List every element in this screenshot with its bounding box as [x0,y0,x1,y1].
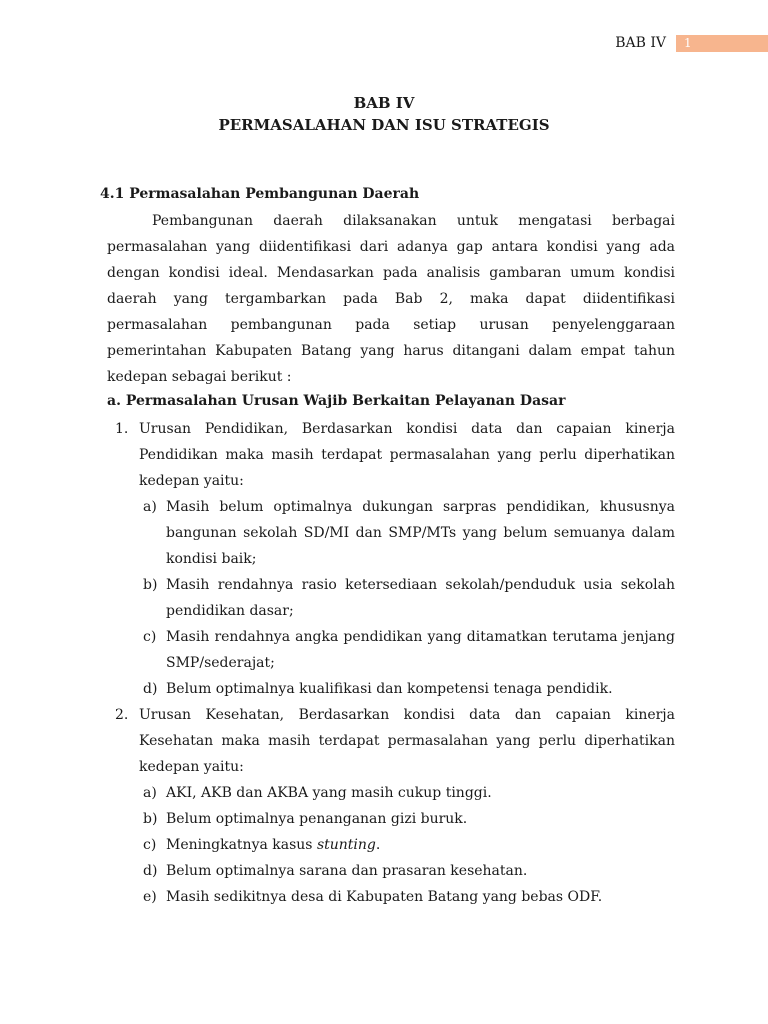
sub-item-text: Masih rendahnya angka pendidikan yang ditamatkan terutama jenjang SMP/sederajat; [166,629,675,671]
sub-item-text: AKI, AKB dan AKBA yang masih cukup tinggi. [166,785,492,801]
sub-item-label: d) [143,681,158,697]
sub-item-text: Belum optimalnya kualifikasi dan kompetensi tenaga pendidik. [166,681,613,697]
sub-item-label: d) [143,863,158,879]
sub-item-label: c) [143,837,157,853]
page-header [0,34,768,54]
sub-item-text-after: . [375,837,381,853]
header-chapter-label: BAB IV [615,35,666,51]
subsection-heading-a: a. Permasalahan Urusan Wajib Berkaitan Pelayanan Dasar [107,393,566,409]
intro-text: Pembangunan daerah dilaksanakan untuk mengatasi berbagai permasalahan yang diidentifikasi dari adanya gap antara kondisi yang ada dengan kondisi ideal. Mendasarkan pada analisis gambaran umum kondisi daerah yang tergambarkan pada Bab 2, maka dapat diidentifikasi permasalahan pembangunan pada setiap urusan penyelenggaraan pemerintahan Kabupaten Batang yang harus ditangani dalam empat tahun kedepan sebagai berikut : [107,213,675,385]
chapter-title-line2: PERMASALAHAN DAN ISU STRATEGIS [218,116,550,134]
page-number-badge: 1 [676,35,768,52]
intro-paragraph [107,208,675,390]
chapter-title [0,92,768,136]
list-item-text: Urusan Kesehatan, Berdasarkan kondisi data dan capaian kinerja Kesehatan maka masih terdapat permasalahan yang perlu diperhatikan kedepan yaitu: [139,707,675,775]
sub-item-text: Belum optimalnya sarana dan prasaran kesehatan. [166,863,528,879]
sub-item-label: c) [143,629,157,645]
sub-item-text: Belum optimalnya penanganan gizi buruk. [166,811,468,827]
sub-item-text-italic: stunting [316,837,376,853]
sub-item-text [166,832,675,858]
sub-item-label: a) [143,785,157,801]
sub-item-label: a) [143,499,157,515]
list-item-number: 1. [115,421,129,437]
sub-item-text: Masih belum optimalnya dukungan sarpras pendidikan, khususnya bangunan sekolah SD/MI dan SMP/MTs yang belum semuanya dalam kondisi baik; [166,499,675,567]
section-heading: 4.1 Permasalahan Pembangunan Daerah [100,186,420,202]
list-item-number: 2. [115,707,129,723]
sub-item-text: Masih sedikitnya desa di Kabupaten Batang yang bebas ODF. [166,889,603,905]
sub-item-text-before: Meningkatnya kasus [166,837,317,853]
sub-item-label: b) [143,811,158,827]
list-item-text: Urusan Pendidikan, Berdasarkan kondisi data dan capaian kinerja Pendidikan maka masih terdapat permasalahan yang perlu diperhatikan kedepan yaitu: [139,421,675,489]
sub-item-label: e) [143,889,157,905]
sub-item-label: b) [143,577,158,593]
chapter-title-line1: BAB IV [353,94,415,112]
sub-item-text: Masih rendahnya rasio ketersediaan sekolah/penduduk usia sekolah pendidikan dasar; [166,577,675,619]
